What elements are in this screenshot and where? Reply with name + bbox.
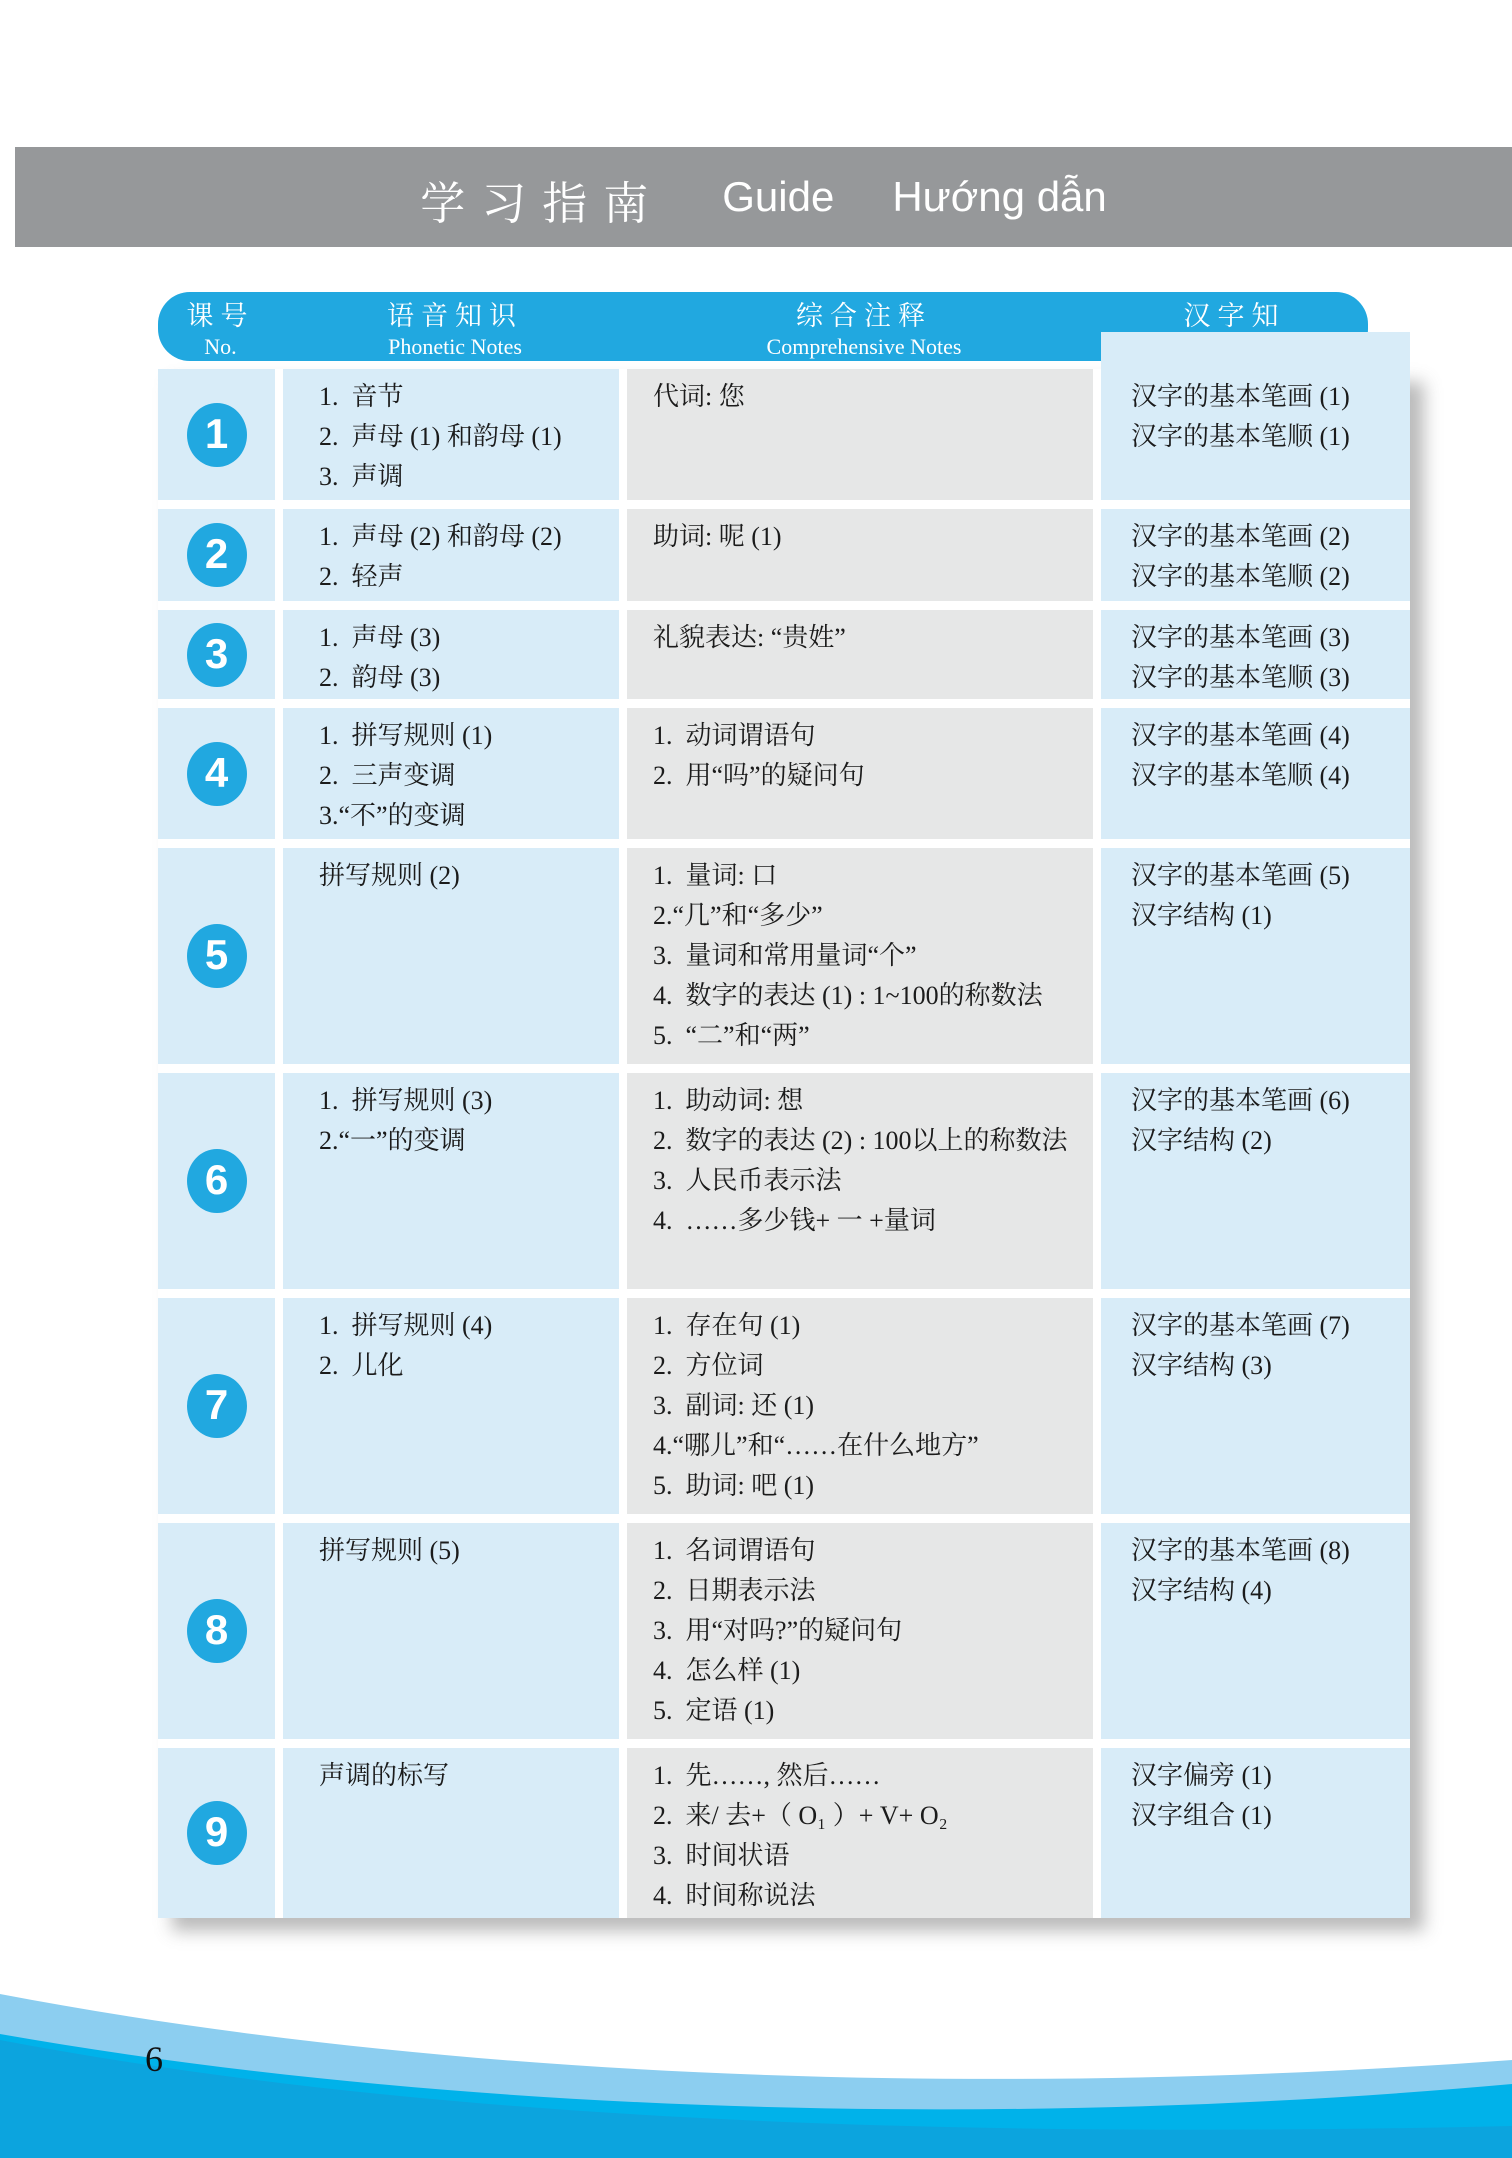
lesson-number-cell [158,1523,275,1739]
text-line: 汉字偏旁 (1) [1131,1761,1272,1790]
table-row [158,848,1410,1064]
text-line: 2. 声母 (1) 和韵母 (1) [319,422,562,451]
text-line: 汉字结构 (2) [1131,1126,1272,1155]
lesson-number-badge: 4 [187,742,247,806]
lesson-number-badge: 3 [187,623,247,687]
comprehensive-notes-cell [627,1073,1093,1289]
text-line: 4. 怎么样 (1) [653,1656,801,1685]
phonetic-notes-cell [283,509,619,601]
text-line: 1. 存在句 (1) [653,1311,801,1340]
text-line: 1. 拼写规则 (4) [319,1311,493,1340]
text-line: 3. 人民币表示法 [653,1166,842,1195]
text-line: 汉字的基本笔顺 (4) [1131,761,1350,790]
comprehensive-notes-cell [627,1748,1093,1918]
chinese-characters-cell [1101,1298,1410,1514]
lesson-number-cell [158,610,275,699]
lesson-number-badge: 2 [187,523,247,587]
text-line: 代词: 您 [653,382,745,411]
text-line: 汉字的基本笔画 (7) [1131,1311,1350,1340]
text-line: 汉字的基本笔画 (6) [1131,1086,1350,1115]
text-line: 5. 定语 (1) [653,1696,775,1725]
chinese-characters-cell [1101,1748,1410,1918]
guide-title-english: Guide [722,173,835,220]
text-line: 汉字的基本笔画 (3) [1131,623,1350,652]
text-line: 2. 三声变调 [319,761,456,790]
header-col-lesson-no [158,292,283,361]
text-line: 3. 量词和常用量词“个” [653,941,917,970]
text-line: 汉字的基本笔顺 (1) [1131,422,1350,451]
chinese-characters-cell [1101,1073,1410,1289]
text-line: 助词: 呢 (1) [653,522,782,551]
text-line: 汉字的基本笔画 (2) [1131,522,1350,551]
table-row [158,708,1410,839]
text-line: 2. 方位词 [653,1351,764,1380]
text-line: 2.“一”的变调 [319,1126,466,1155]
lesson-number-cell [158,1298,275,1514]
phonetic-notes-cell [283,369,619,500]
text-line: 4. 时间称说法 [653,1881,816,1910]
text-line: 3. 时间状语 [653,1841,790,1870]
phonetic-notes-cell [283,1073,619,1289]
header-comprehensive-en: Comprehensive Notes [766,333,962,359]
text-line: 2. 轻声 [319,562,404,591]
phonetic-notes-cell [283,1748,619,1918]
guide-title-banner [15,147,1512,247]
lesson-number-cell [158,1073,275,1289]
chinese-characters-cell [1101,610,1410,699]
table-row [158,610,1410,699]
text-line: 2. 韵母 (3) [319,663,441,692]
text-line: 2. 数字的表达 (2) : 100以上的称数法 [653,1126,1068,1155]
header-phonetic-en: Phonetic Notes [388,333,522,359]
table-row [158,1523,1410,1739]
header-characters-zh: 汉字知 [1183,300,1286,331]
text-line: 汉字的基本笔顺 (3) [1131,663,1350,692]
text-line: 1. 量词: 口 [653,861,778,890]
text-line: 3. 声调 [319,462,404,491]
text-line: 1. 先……, 然后…… [653,1761,881,1790]
header-col-phonetic-notes [283,292,627,361]
chinese-characters-cell [1101,708,1410,839]
table-row [158,369,1410,500]
text-line: 拼写规则 (2) [319,861,460,890]
text-line: 1. 拼写规则 (1) [319,721,493,750]
text-line: 拼写规则 (5) [319,1536,460,1565]
lesson-number-cell [158,1748,275,1918]
bottom-wave-decoration [0,1898,1512,2158]
text-line: 4.“哪儿”和“……在什么地方” [653,1431,979,1460]
lesson-number-badge: 7 [187,1374,247,1438]
table-row [158,1748,1410,1918]
guide-table-body [158,369,1410,1918]
phonetic-notes-cell [283,610,619,699]
comprehensive-notes-cell [627,610,1093,699]
text-line: 汉字结构 (3) [1131,1351,1272,1380]
lesson-number-badge: 5 [187,924,247,988]
table-row [158,1298,1410,1514]
phonetic-notes-cell [283,848,619,1064]
page-number: 6 [145,2039,163,2079]
guide-title-chinese: 学习指南 [420,178,665,229]
text-line: 5. 助词: 吧 (1) [653,1471,815,1500]
text-line: 5. “二”和“两” [653,1021,810,1050]
text-line: 1. 拼写规则 (3) [319,1086,493,1115]
text-line: 汉字结构 (4) [1131,1576,1272,1605]
table-row [158,509,1410,601]
lesson-number-badge: 1 [187,403,247,467]
lesson-number-cell [158,848,275,1064]
comprehensive-notes-cell [627,369,1093,500]
text-line: 4. ……多少钱+ 一 +量词 [653,1206,936,1235]
text-line: 2. 用“吗”的疑问句 [653,761,865,790]
lesson-number-cell [158,509,275,601]
text-line: 1. 音节 [319,382,404,411]
lesson-number-badge: 8 [187,1599,247,1663]
lesson-number-cell [158,708,275,839]
text-line: 2. 儿化 [319,1351,404,1380]
text-line: 汉字的基本笔画 (1) [1131,382,1350,411]
text-line: 2. 日期表示法 [653,1576,816,1605]
phonetic-notes-cell [283,1298,619,1514]
text-line: 2.“几”和“多少” [653,901,823,930]
text-line: 1. 声母 (2) 和韵母 (2) [319,522,562,551]
chinese-characters-cell [1101,848,1410,1064]
text-line: 3.“不”的变调 [319,801,466,830]
text-line: 4. 数字的表达 (1) : 1~100的称数法 [653,981,1043,1010]
comprehensive-notes-cell [627,848,1093,1064]
text-line: 1. 动词谓语句 [653,721,816,750]
lesson-number-cell [158,369,275,500]
text-line: 1. 助动词: 想 [653,1086,804,1115]
text-line: 3. 用“对吗?”的疑问句 [653,1616,903,1645]
text-line: 汉字的基本笔顺 (2) [1131,562,1350,591]
text-line: 汉字组合 (1) [1131,1801,1272,1830]
text-line: 3. 副词: 还 (1) [653,1391,815,1420]
text-line: 汉字结构 (1) [1131,901,1272,930]
header-lesson-no-zh: 课号 [186,300,255,331]
header-lesson-no-en: No. [204,333,237,359]
comprehensive-notes-cell [627,1523,1093,1739]
phonetic-notes-cell [283,708,619,839]
text-line: 2. 来/ 去+（ O₁ ）+ V+ O₂ [653,1801,948,1830]
chinese-characters-cell [1101,332,1410,500]
text-line: 1. 名词谓语句 [653,1536,816,1565]
comprehensive-notes-cell [627,1298,1093,1514]
comprehensive-notes-cell [627,708,1093,839]
comprehensive-notes-cell [627,509,1093,601]
lesson-number-badge: 6 [187,1149,247,1213]
text-line: 汉字的基本笔画 (5) [1131,861,1350,890]
chinese-characters-cell [1101,509,1410,601]
text-line: 礼貌表达: “贵姓” [653,623,846,652]
header-phonetic-zh: 语音知识 [387,300,523,331]
text-line: 1. 声母 (3) [319,623,441,652]
phonetic-notes-cell [283,1523,619,1739]
table-row [158,1073,1410,1289]
header-comprehensive-zh: 综合注释 [796,300,932,331]
text-line: 声调的标写 [319,1761,450,1790]
guide-title-vietnamese: Hướng dẫn [892,173,1107,220]
header-col-comprehensive-notes [627,292,1101,361]
lesson-number-badge: 9 [187,1801,247,1865]
chinese-characters-cell [1101,1523,1410,1739]
text-line: 汉字的基本笔画 (4) [1131,721,1350,750]
text-line: 汉字的基本笔画 (8) [1131,1536,1350,1565]
